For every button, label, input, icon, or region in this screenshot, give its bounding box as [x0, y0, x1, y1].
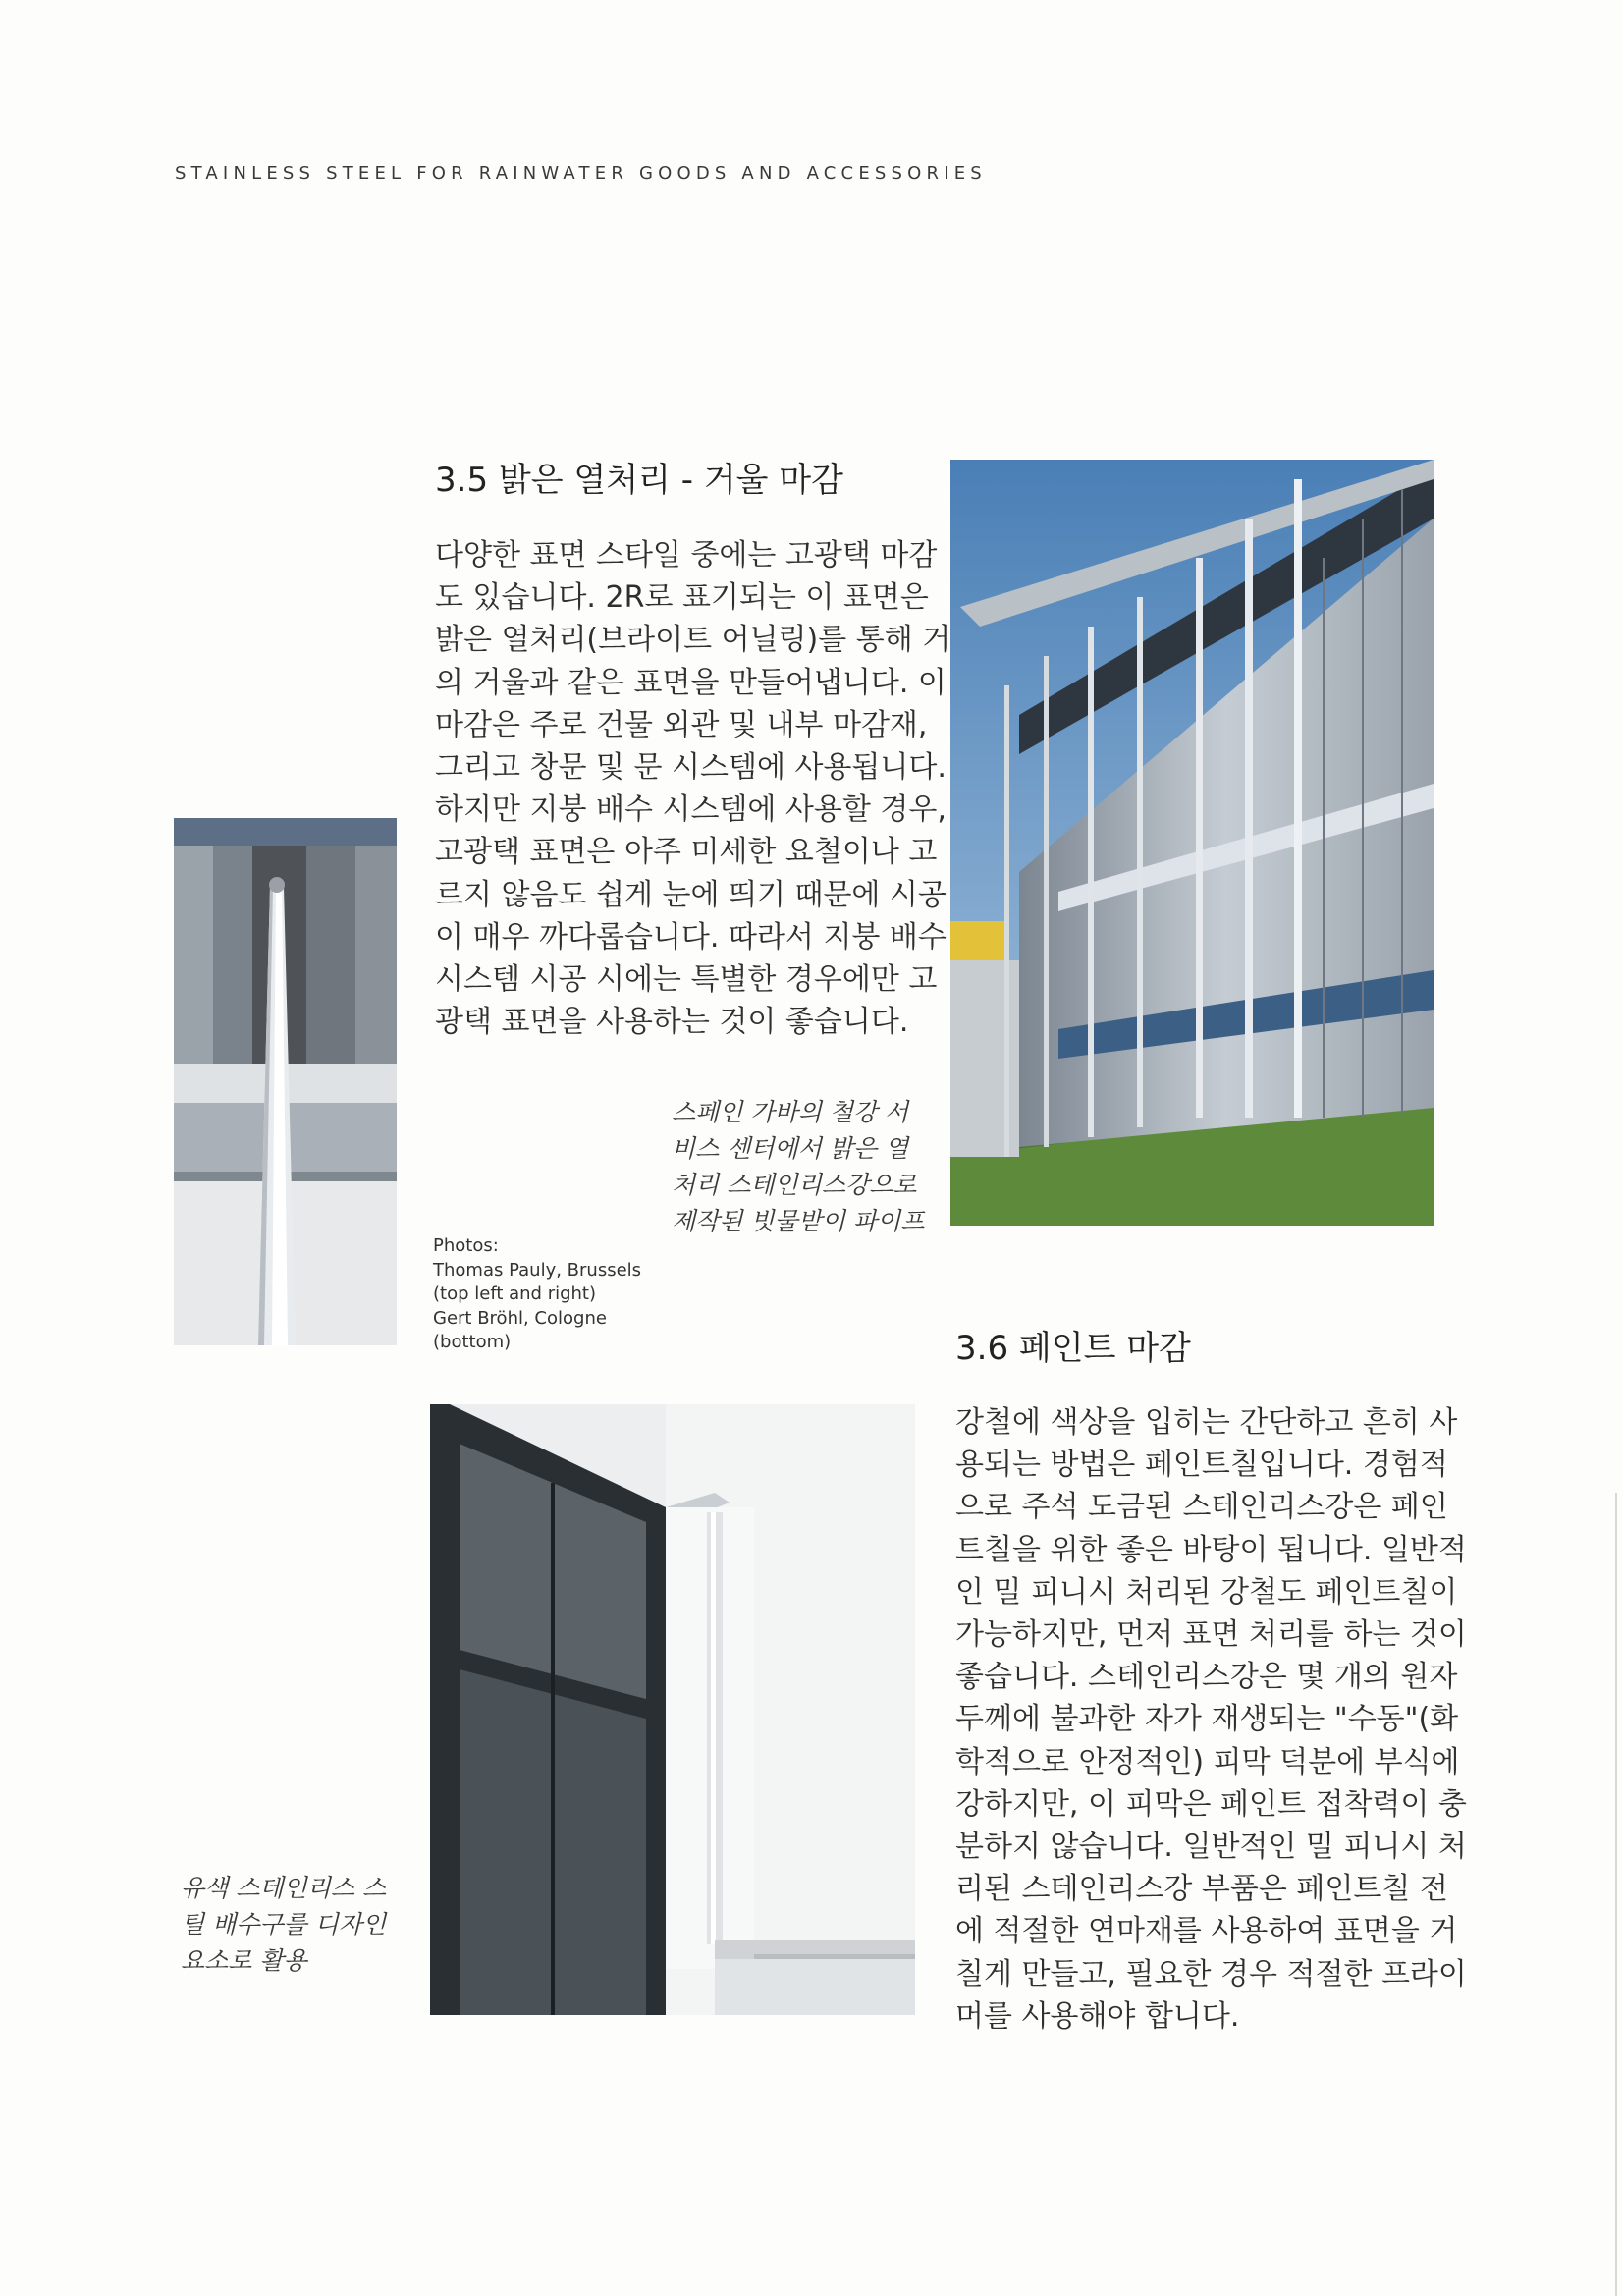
page-edge-line [1615, 1493, 1617, 2296]
section-3-5-heading: 3.5 밝은 열처리 - 거울 마감 [435, 461, 843, 500]
photo-coloured-downpipe [430, 1404, 915, 2015]
running-header: STAINLESS STEEL FOR RAINWATER GOODS AND ACCESSORIES [175, 163, 987, 184]
caption-line: 요소로 활용 [181, 1946, 307, 1975]
body-line: 두께에 불과한 자가 재생되는 "수동"(화 [955, 1702, 1459, 1737]
body-line: 밝은 열처리(브라이트 어닐링)를 통해 거 [435, 623, 951, 658]
body-line: 학적으로 안정적인) 피막 덕분에 부식에 [955, 1744, 1460, 1779]
body-line: 인 밀 피니시 처리된 강철도 페인트칠이 [955, 1574, 1458, 1610]
credit-line: Photos: [433, 1235, 499, 1256]
body-line: 리된 스테인리스강 부품은 페인트칠 전 [955, 1872, 1448, 1907]
body-line: 트칠을 위한 좋은 바탕이 됩니다. 일반적 [955, 1532, 1467, 1567]
body-line: 가능하지만, 먼저 표면 처리를 하는 것이 [955, 1617, 1467, 1653]
caption-top [672, 1094, 924, 1239]
body-line: 으로 주석 도금된 스테인리스강은 페인 [955, 1490, 1448, 1525]
caption-line: 스페인 가바의 철강 서 [672, 1098, 909, 1126]
body-line: 에 적절한 연마재를 사용하여 표면을 거 [955, 1914, 1458, 1949]
section-3-5-body [435, 534, 951, 1043]
body-line: 고광택 표면은 아주 미세한 요철이나 고 [435, 835, 938, 870]
body-line: 칠게 만들고, 필요한 경우 적절한 프라이 [955, 1956, 1467, 1992]
credit-line: Gert Bröhl, Cologne [433, 1307, 607, 1329]
caption-line: 비스 센터에서 밝은 열 [672, 1134, 909, 1163]
body-line: 강하지만, 이 피막은 페인트 접착력이 충 [955, 1786, 1467, 1822]
body-line: 시스템 시공 시에는 특별한 경우에만 고 [435, 962, 938, 998]
body-line: 광택 표면을 사용하는 것이 좋습니다. [435, 1005, 909, 1040]
credit-line: (top left and right) [433, 1284, 597, 1304]
body-line: 강철에 색상을 입히는 간단하고 흔히 사 [955, 1405, 1458, 1440]
body-line: 좋습니다. 스테인리스강은 몇 개의 원자 [955, 1660, 1458, 1695]
caption-line: 틸 배수구를 디자인 [181, 1910, 387, 1939]
body-line: 머를 사용해야 합니다. [955, 1998, 1240, 2034]
credit-line: (bottom) [433, 1332, 512, 1352]
body-line: 이 매우 까다롭습니다. 따라서 지붕 배수 [435, 919, 947, 955]
body-line: 하지만 지붕 배수 시스템에 사용할 경우, [435, 793, 947, 828]
caption-line: 유색 스테인리스 스 [181, 1874, 387, 1902]
caption-bottom [181, 1870, 386, 1979]
credit-line: Thomas Pauly, Brussels [433, 1259, 642, 1281]
caption-line: 제작된 빗물받이 파이프 [672, 1207, 925, 1235]
body-line: 분하지 않습니다. 일반적인 밀 피니시 처 [955, 1830, 1467, 1865]
section-3-6-heading: 3.6 페인트 마감 [955, 1329, 1191, 1368]
body-line: 마감은 주로 건물 외관 및 내부 마감재, [435, 707, 928, 742]
body-line: 도 있습니다. 2R로 표기되는 이 표면은 [435, 580, 929, 616]
photo-building-facade [950, 460, 1434, 1226]
photo-downpipe-closeup [174, 818, 397, 1345]
body-line: 다양한 표면 스타일 중에는 고광택 마감 [435, 538, 938, 573]
body-line: 용되는 방법은 페인트칠입니다. 경험적 [955, 1448, 1448, 1483]
section-3-6-body [955, 1401, 1467, 2038]
body-line: 그리고 창문 및 문 시스템에 사용됩니다. [435, 750, 947, 786]
caption-line: 처리 스테인리스강으로 [672, 1171, 917, 1199]
body-line: 르지 않음도 쉽게 눈에 띄기 때문에 시공 [435, 877, 947, 912]
body-line: 의 거울과 같은 표면을 만들어냅니다. 이 [435, 665, 947, 700]
photo-credits [433, 1234, 641, 1355]
